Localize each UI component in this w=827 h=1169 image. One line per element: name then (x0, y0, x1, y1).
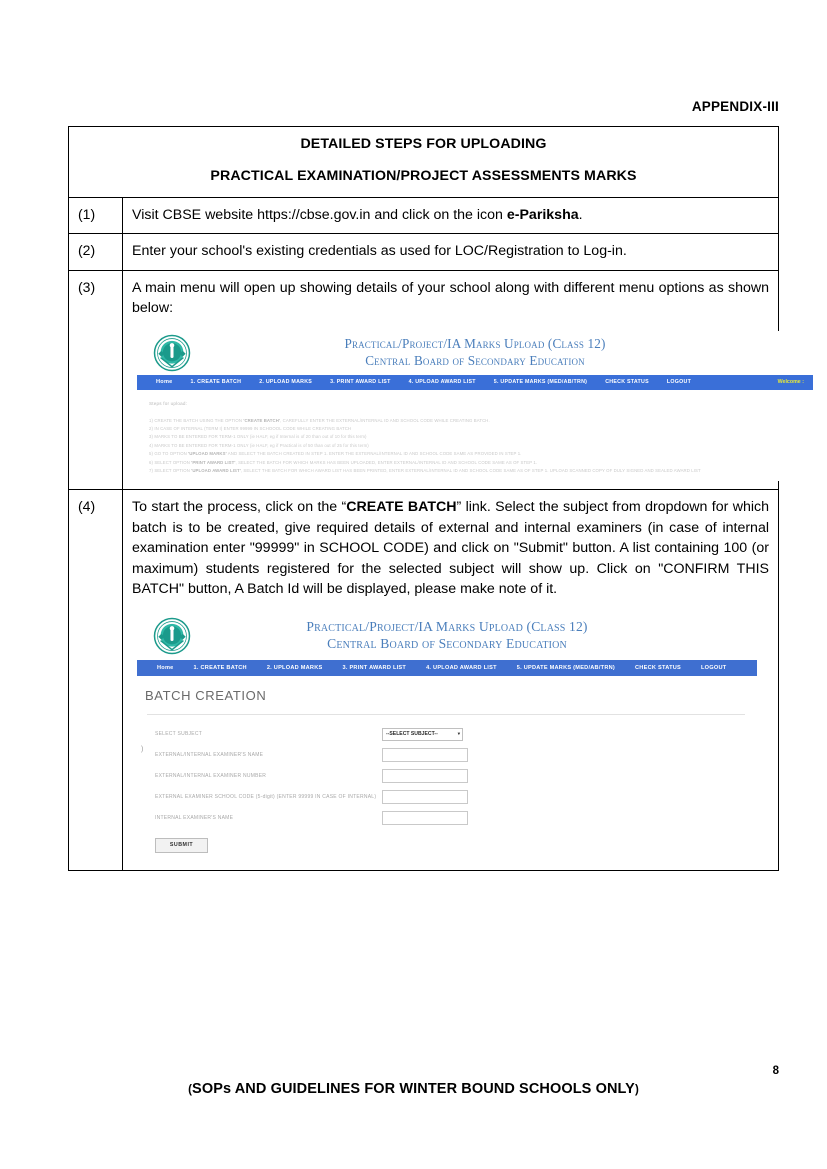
select-subject-box[interactable] (382, 728, 463, 741)
page-number: 8 (772, 1065, 779, 1077)
instruction-pre: 2) IN CASE OF INTERNAL (TERM I) ENTER 99999 IN SCHOOOL CODE WHILE CREATING BATCH (149, 426, 352, 432)
footer-open-paren: ( (188, 1084, 193, 1096)
batch-creation-heading: BATCH CREATION (145, 688, 267, 703)
instruction-pre: 4) MARKS TO BE ENTERED FOR TERM-1 ONLY (ie HALF, eg if Practical is of 50 than out of 25 for this term) (149, 442, 369, 448)
instruction-pre: 3) MARKS TO BE ENTERED FOR TERM-1 ONLY (ie HALF, eg if Internal is of 20 than out of 10 for this term) (149, 434, 367, 440)
nav-item-home[interactable]: Home (156, 379, 173, 386)
screenshot-body (137, 390, 813, 481)
step-body-2 (123, 234, 779, 271)
internal-examiner-name-input[interactable] (382, 811, 468, 825)
external-internal-examiner-number-input[interactable] (382, 769, 468, 783)
step-2-text: Enter your school's existing credentials as used for LOC/Registration to Log-in. (132, 243, 627, 260)
step-body-1 (123, 197, 779, 234)
embedded-screenshot-main-menu (137, 331, 813, 481)
nav-item-logout[interactable]: LOGOUT (701, 664, 727, 671)
instruction-pre: 6) SELECT OPTION (149, 459, 192, 465)
instruction-line (149, 442, 813, 450)
external-internal-examiner-name-input[interactable] (382, 748, 468, 762)
step-3-text: A main menu will open up showing details of your school along with different menu options as shown below: (132, 279, 769, 317)
cbse-logo-icon (153, 617, 191, 655)
label-select-subject: SELECT SUBJECT (155, 730, 203, 737)
form-row-school-code (137, 787, 757, 808)
detailed-steps-table (68, 126, 804, 871)
nav-item-print-award-list[interactable]: 3. PRINT AWARD LIST (330, 378, 391, 385)
nav-item-upload-marks[interactable]: 2. UPLOAD MARKS (259, 378, 313, 385)
instruction-bold: 'UPLOAD MARKS' (188, 451, 227, 457)
instruction-post: , SELECT THE BATCH FOR WHICH AWARD LIST HAS BEEN PRINTED, ENTER EXTERNAL/INTERNAL ID AND SCHOOL CODE SAME AS OF STEP 1. UPLOAD SCANNED COPY OF DULY SIGNED AND SEALED AWARD LIST (240, 467, 701, 473)
instruction-post: , SELECT THE BATCH FOR WHICH MARKS HAS BEEN UPLOADED, ENTER EXTERNAL/INTERNAL ID AND SCHOOL CODE SAME AS OF STEP 1. (235, 459, 538, 465)
nav-item-create-batch[interactable]: 1. CREATE BATCH (193, 664, 247, 671)
instruction-line (149, 450, 813, 458)
title-spacer (75, 152, 772, 168)
table-row (69, 197, 779, 234)
table-title-cell (69, 127, 779, 198)
instruction-post: , CAREFULLY ENTER THE EXTERNAL/INTERNAL ID AND SCHOOL CODE WHILE CREATING BATCH. (280, 417, 490, 423)
table-row (69, 234, 779, 271)
steps-for-upload-label: Steps for upload: (149, 401, 188, 407)
step-4-bold: CREATE BATCH (346, 499, 457, 516)
screenshot-title-line-2: Central Board of Secondary Education (365, 352, 585, 368)
table-row (69, 490, 779, 871)
step-number-4: (4) (69, 490, 123, 871)
stray-mark: ) (141, 745, 144, 753)
step-number-2: (2) (69, 234, 123, 271)
instruction-line (149, 467, 813, 475)
appendix-label: APPENDIX-III (691, 99, 779, 114)
table-title-row (69, 127, 779, 198)
chevron-down-icon: ▾ (457, 731, 460, 737)
nav-item-home[interactable]: Home (157, 664, 174, 671)
external-examiner-school-code-input[interactable] (382, 790, 468, 804)
nav-item-upload-marks[interactable]: 2. UPLOAD MARKS (266, 664, 323, 671)
label-external-internal-examiner-name: EXTERNAL/INTERNAL EXAMINER'S NAME (155, 751, 264, 758)
instruction-line (149, 459, 813, 467)
instruction-line (149, 425, 813, 433)
instruction-line (149, 417, 813, 425)
nav-item-update-marks[interactable]: 5. UPDATE MARKS (MED/AB/TRN) (516, 664, 616, 671)
instruction-pre: 5) GO TO OPTION (149, 451, 189, 457)
label-internal-examiner-name: INTERNAL EXAMINER'S NAME (155, 814, 234, 821)
footer-note (0, 1081, 827, 1097)
examiner-name-control[interactable] (382, 748, 468, 762)
instruction-bold: 'CREATE BATCH' (243, 417, 281, 423)
nav-item-upload-award-list[interactable]: 4. UPLOAD AWARD LIST (426, 664, 497, 671)
nav-item-check-status[interactable]: CHECK STATUS (635, 664, 682, 671)
label-external-examiner-school-code: EXTERNAL EXAMINER SCHOOL CODE (5-digit) (ENTER 99999 IN CASE OF INTERNAL) (155, 793, 377, 800)
screenshot-title-line-2: Central Board of Secondary Education (327, 635, 567, 651)
cbse-logo-icon (153, 334, 191, 372)
select-subject-value: --SELECT SUBJECT-- (386, 730, 438, 737)
instruction-pre: 1) CREATE THE BATCH USING THE OPTION (149, 417, 244, 423)
nav-item-create-batch[interactable]: 1. CREATE BATCH (190, 378, 242, 385)
step-number-1: (1) (69, 197, 123, 234)
form-row-examiner-name (137, 745, 757, 766)
instruction-bold: 'UPLOAD AWARD LIST' (191, 467, 241, 473)
title-line-2: PRACTICAL EXAMINATION/PROJECT ASSESSMENTS MARKS (210, 168, 637, 185)
step-number-3: (3) (69, 270, 123, 489)
title-line-1: DETAILED STEPS FOR UPLOADING (300, 136, 547, 152)
welcome-label: Welcome : (777, 378, 804, 385)
screenshot-navbar (137, 375, 813, 390)
screenshot-header (137, 614, 757, 660)
nav-item-upload-award-list[interactable]: 4. UPLOAD AWARD LIST (408, 378, 476, 385)
step-1-text-after: . (578, 206, 583, 223)
label-external-internal-examiner-number: EXTERNAL/INTERNAL EXAMINER NUMBER (155, 772, 267, 779)
step-4-part-1: To start the process, click on the “ (132, 499, 347, 516)
step-body-3 (123, 270, 804, 489)
instruction-bold: 'PRINT AWARD LIST' (191, 459, 236, 465)
form-row-internal-examiner-name (137, 808, 757, 829)
nav-item-logout[interactable]: LOGOUT (666, 378, 692, 385)
instruction-post: AND SELECT THE BATCH CREATED IN STEP 1. ENTER THE EXTERNAL/INTERNAL ID AND SCHOOL CODE SAME AS PROVIDED IN STEP 1. (226, 451, 522, 457)
internal-examiner-name-control[interactable] (382, 811, 468, 825)
nav-item-update-marks[interactable]: 5. UPDATE MARKS (MED/AB/TRN) (493, 378, 588, 385)
screenshot-title-line-1: Practical/Project/IA Marks Upload (Class 12) (344, 336, 606, 352)
submit-button[interactable]: SUBMIT (155, 838, 208, 853)
screenshot-title-block (137, 331, 813, 369)
batch-creation-form (137, 715, 757, 853)
footer-close-paren: ) (634, 1084, 639, 1096)
nav-item-print-award-list[interactable]: 3. PRINT AWARD LIST (342, 664, 407, 671)
step-4-text (132, 497, 769, 600)
embedded-screenshot-batch-creation (137, 614, 757, 862)
instruction-pre: 7) SELECT OPTION (149, 467, 192, 473)
nav-item-check-status[interactable]: CHECK STATUS (605, 378, 649, 385)
step-1-bold: e-Pariksha (506, 206, 579, 223)
screenshot-title-block (137, 614, 757, 653)
instruction-line (149, 433, 813, 441)
screenshot-title-line-1: Practical/Project/IA Marks Upload (Class 12) (306, 619, 588, 634)
screenshot-header (137, 331, 813, 375)
step-1-text-before: Visit CBSE website https://cbse.gov.in and click on the icon (132, 206, 507, 223)
footer-note-text: SOPs AND GUIDELINES FOR WINTER BOUND SCHOOLS ONLY (192, 1081, 635, 1097)
step-4-part-2: ” link. Select the subject from dropdown for which batch is to be created, give required details of external and internal examiners (in case of internal examination enter "99999" in SCHOOL CODE) and click on "Submit" button. A list containing 100 (or maximum) students registered for the selected subject will show up. Click on "CONFIRM THIS BATCH" button, A Batch Id will be displayed, please make note of it. (132, 499, 769, 598)
form-row-examiner-number (137, 766, 757, 787)
examiner-number-control[interactable] (382, 769, 468, 783)
step-body-4 (123, 490, 779, 871)
form-row-select-subject (137, 724, 757, 745)
screenshot-navbar (137, 660, 757, 676)
table-row (69, 270, 779, 489)
school-code-control[interactable] (382, 790, 468, 804)
select-subject-dropdown[interactable] (382, 728, 463, 741)
